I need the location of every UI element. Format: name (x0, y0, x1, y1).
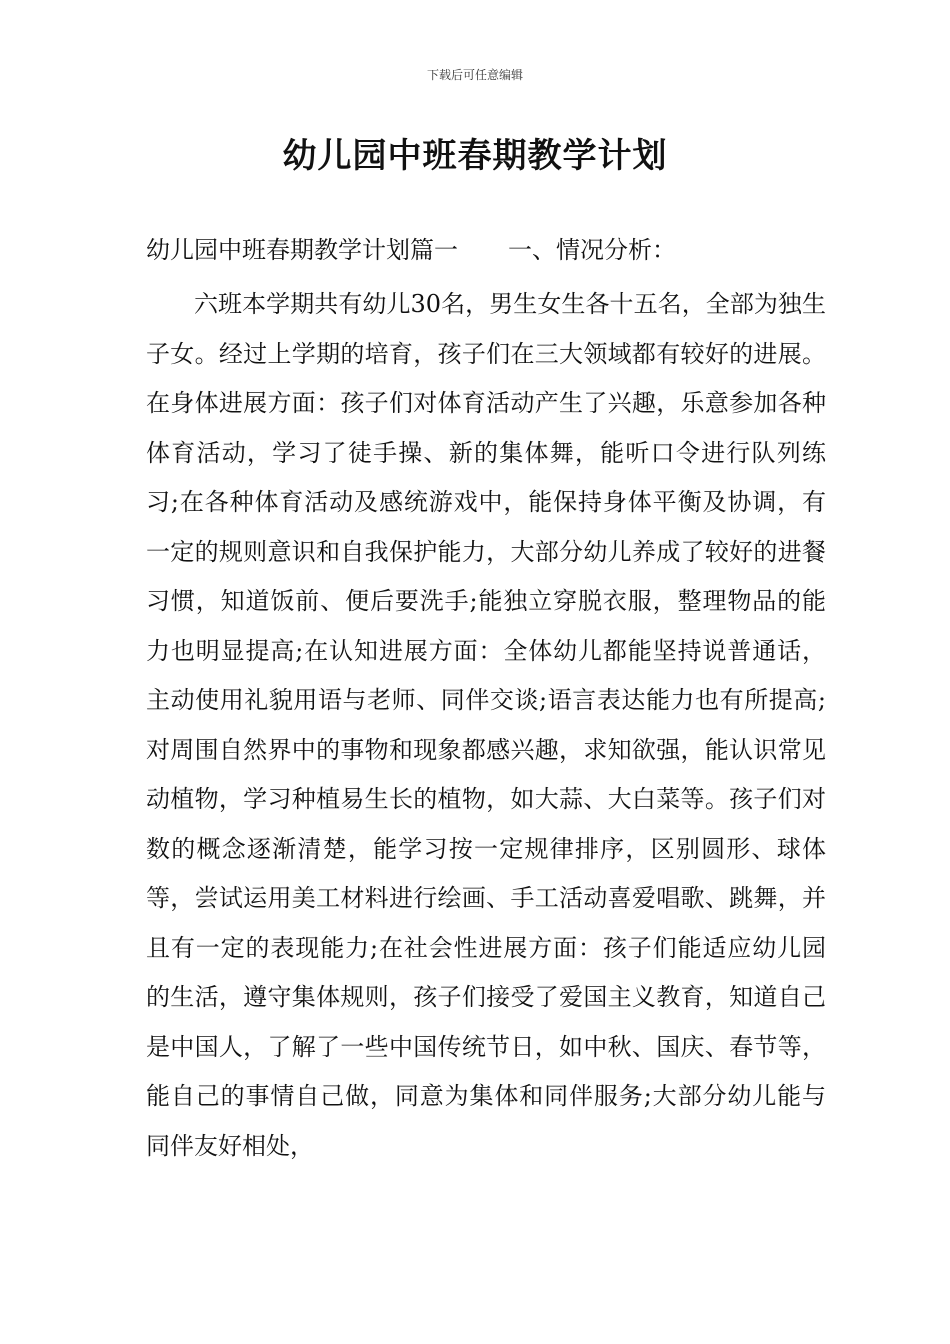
body-paragraph: 六班本学期共有幼儿30名，男生女生各十五名，全部为独生子女。经过上学期的培育，孩子们在三大领域都有较好的进展。在身体进展方面：孩子们对体育活动产生了兴趣，乐意参加各种体育活动，学习了徒手操、新的集体舞，能听口令进行队列练习;在各种体育活动及感统游戏中，能保持身体平衡及协调，有一定的规则意识和自我保护能力，大部分幼儿养成了较好的进餐习惯，知道饭前、便后要洗手;能独立穿脱衣服，整理物品的能力也明显提高;在认知进展方面：全体幼儿都能坚持说普通话，主动使用礼貌用语与老师、同伴交谈;语言表达能力也有所提高;对周围自然界中的事物和现象都感兴趣，求知欲强，能认识常见动植物，学习种植易生长的植物，如大蒜、大白菜等。孩子们对数的概念逐渐清楚，能学习按一定规律排序，区别圆形、球体等，尝试运用美工材料进行绘画、手工活动喜爱唱歌、跳舞，并且有一定的表现能力;在社会性进展方面：孩子们能适应幼儿园的生活，遵守集体规则，孩子们接受了爱国主义教育，知道自己是中国人，了解了一些中国传统节日，如中秋、国庆、春节等，能自己的事情自己做，同意为集体和同伴服务;大部分幼儿能与同伴友好相处， (146, 290, 826, 1160)
section-heading-line (146, 230, 676, 265)
header-note: 下载后可任意编辑 (426, 68, 523, 82)
section-heading: 幼儿园中班春期教学计划篇一 (146, 236, 458, 264)
subheading: 一、情况分析： (508, 236, 676, 264)
document-title: 幼儿园中班春期教学计划 (282, 136, 668, 176)
